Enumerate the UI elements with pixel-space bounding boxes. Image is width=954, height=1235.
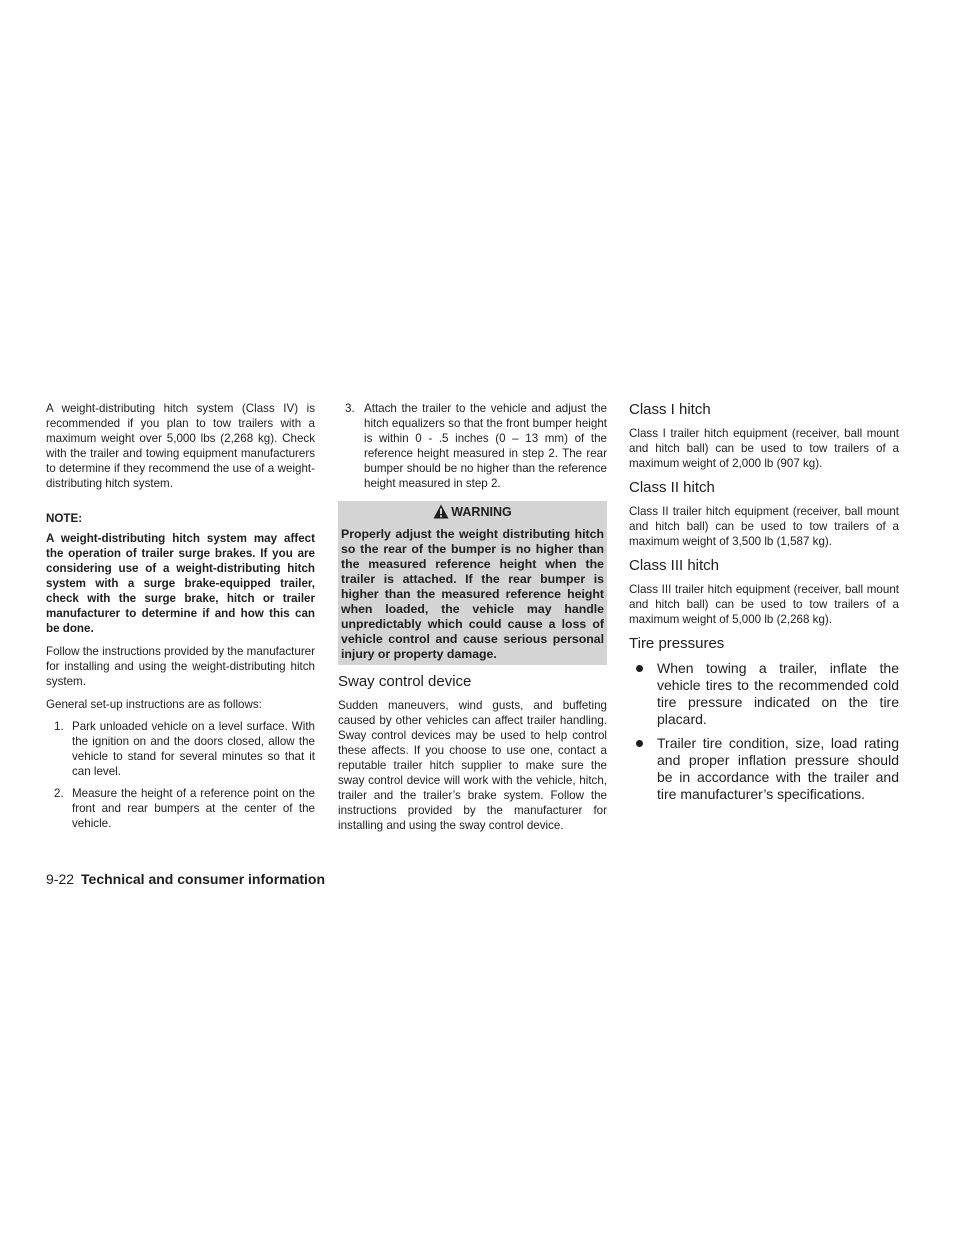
class2-heading: Class II hitch	[629, 479, 715, 496]
column-middle	[338, 401, 607, 833]
step-text: Attach the trailer to the vehicle and adjust the hitch equalizers so that the front bumper height is within 0 - .5 inches (0 – 13 mm) of the reference height measured in step 2. The rear bumper should be no higher than the reference height measured in step 2.	[364, 402, 607, 490]
step-number: 2.	[54, 787, 64, 800]
sway-control-heading: Sway control device	[338, 673, 472, 690]
warning-text: Properly adjust the weight distributing hitch so the rear of the bumper is no higher than the measured reference height when the trailer is attached. If the rear bumper is higher than the measured reference height when loaded, the vehicle may handle unpredictably which could cause a loss of vehicle control and cause serious personal injury or property damage.	[341, 527, 604, 661]
general-setup-paragraph: General set-up instructions are as follows:	[46, 698, 262, 711]
note-label: NOTE:	[46, 512, 83, 525]
warning-triangle-icon	[433, 504, 449, 526]
class1-text: Class I trailer hitch equipment (receiver, ball mount and hitch ball) can be used to tow trailers of a maximum weight of 2,000 lb (907 kg).	[629, 427, 899, 470]
bullet-dot-icon	[636, 665, 643, 672]
list-item	[46, 786, 315, 831]
class2-text: Class II trailer hitch equipment (receiver, ball mount and hitch ball) can be used to tow trailers of a maximum weight of 3,500 lb (1,587 kg).	[629, 505, 899, 548]
class3-heading: Class III hitch	[629, 557, 720, 574]
class3-text: Class III trailer hitch equipment (receiver, ball mount and hitch ball) can be used to tow trailers of a maximum weight of 5,000 lb (2,268 kg).	[629, 583, 899, 626]
setup-steps-list-continued	[338, 401, 607, 491]
sway-control-text: Sudden maneuvers, wind gusts, and buffeting caused by other vehicles can affect trailer handling. Sway control devices may be used to help control these affects. If you choose to use one, contact a reputable trailer hitch supplier to make sure the sway control device will work with the vehicle, hitch, trailer and the trailer’s brake system. Follow the instructions provided by the manufacturer for installing and using the sway control device.	[338, 699, 607, 832]
class1-heading: Class I hitch	[629, 401, 711, 418]
step-number: 3.	[345, 402, 355, 415]
list-item	[629, 660, 899, 728]
tire-pressures-heading: Tire pressures	[629, 635, 725, 652]
page-footer	[46, 870, 325, 888]
step-number: 1.	[54, 720, 64, 733]
step-text: Measure the height of a reference point on the front and rear bumpers at the center of the vehicle.	[72, 787, 315, 830]
page-number: 9-22	[46, 871, 75, 887]
list-item	[46, 719, 315, 779]
setup-steps-list	[46, 719, 315, 831]
warning-header	[341, 501, 604, 526]
column-right	[629, 401, 899, 803]
warning-box	[338, 501, 607, 665]
bullet-dot-icon	[636, 740, 643, 747]
list-item	[338, 401, 607, 491]
list-item	[629, 735, 899, 803]
section-title: Technical and consumer information	[81, 871, 326, 887]
column-left	[46, 401, 315, 831]
step-text: Park unloaded vehicle on a level surface. With the ignition on and the doors closed, allow the vehicle to stand for several minutes so that it can level.	[72, 720, 315, 778]
intro-paragraph: A weight-distributing hitch system (Class IV) is recommended if you plan to tow trailers with a maximum weight over 5,000 lbs (2,268 kg). Check with the trailer and towing equipment manufacturers to determine if they recommend the use of a weight-distributing hitch system.	[46, 402, 315, 490]
bullet-text: Trailer tire condition, size, load rating and proper inflation pressure should be in accordance with the trailer and tire manufacturer’s specifications.	[657, 735, 899, 802]
note-text: A weight-distributing hitch system may affect the operation of trailer surge brakes. If you are considering use of a weight-distributing hitch system with a surge brake-equipped trailer, check with the surge brake, hitch or trailer manufacturer to determine if and how this can be done.	[46, 532, 315, 635]
tire-pressure-bullets	[629, 660, 899, 803]
follow-instructions-paragraph: Follow the instructions provided by the manufacturer for installing and using the weight-distributing hitch system.	[46, 645, 315, 688]
bullet-text: When towing a trailer, inflate the vehicle tires to the recommended cold tire pressure indicated on the tire placard.	[657, 660, 899, 727]
warning-title: WARNING	[451, 505, 512, 519]
